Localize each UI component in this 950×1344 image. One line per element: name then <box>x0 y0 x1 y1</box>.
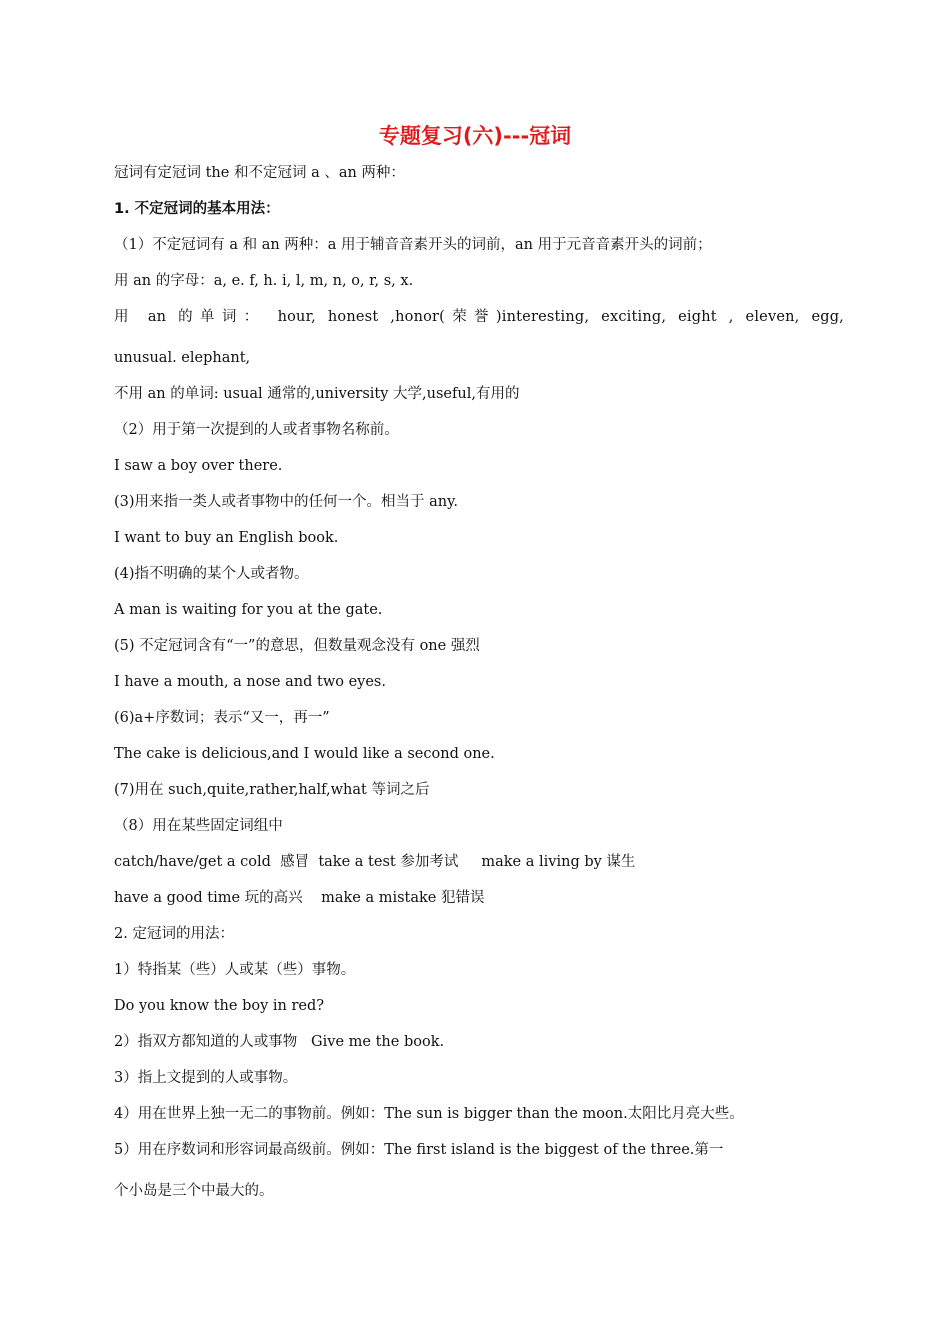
example-sentence: The cake is delicious,and I would like a second one. <box>114 746 495 762</box>
phrase-line: catch/have/get a cold 感冒 take a test 参加考试 make a living by 谋生 <box>114 854 636 870</box>
example-sentence: I have a mouth, a nose and two eyes. <box>114 674 386 690</box>
text-line: (4)指不明确的某个人或者物。 <box>114 566 309 582</box>
text-line: 5）用在序数词和形容词最高级前。例如：The first island is the biggest of the three.第一 <box>114 1142 724 1158</box>
text-line: 1）特指某（些）人或某（些）事物。 <box>114 962 356 978</box>
text-line: unusual. elephant, <box>114 350 251 366</box>
example-sentence: A man is waiting for you at the gate. <box>114 602 383 618</box>
text-line: 个小岛是三个中最大的。 <box>114 1183 274 1199</box>
text-line: (6)a+序数词；表示“又一，再一” <box>114 710 330 726</box>
text-line: 3）指上文提到的人或事物。 <box>114 1070 298 1086</box>
text-line: （1）不定冠词有 a 和 an 两种：a 用于辅音音素开头的词前，an 用于元音音素开头的词前； <box>114 237 712 253</box>
text-line: 不用 an 的单词: usual 通常的,university 大学,useful,有用的 <box>114 386 520 402</box>
text-line: 4）用在世界上独一无二的事物前。例如：The sun is bigger than the moon.太阳比月亮大些。 <box>114 1106 744 1122</box>
text-line: （8）用在某些固定词组中 <box>114 818 283 834</box>
text-line: 2）指双方都知道的人或事物 Give me the book. <box>114 1034 445 1050</box>
phrase-line: have a good time 玩的高兴 make a mistake 犯错误 <box>114 890 485 906</box>
section-heading: 2. 定冠词的用法： <box>114 926 234 942</box>
example-sentence: I want to buy an English book. <box>114 530 339 546</box>
text-line: （2）用于第一次提到的人或者事物名称前。 <box>114 422 399 438</box>
text-line: 冠词有定冠词 the 和不定冠词 a 、an 两种： <box>114 165 405 181</box>
example-sentence: I saw a boy over there. <box>114 458 283 474</box>
text-line: (5) 不定冠词含有“一”的意思，但数量观念没有 one 强烈 <box>114 638 480 654</box>
page-title: 专题复习(六)---冠词 <box>378 124 572 148</box>
text-line: 用 an 的字母：a, e. f, h. i, l, m, n, o, r, s, x. <box>114 273 414 289</box>
section-heading: 1. 不定冠词的基本用法： <box>114 201 280 217</box>
text-line: (3)用来指一类人或者事物中的任何一个。相当于 any. <box>114 494 459 510</box>
text-line: (7)用在 such,quite,rather,half,what 等词之后 <box>114 782 430 798</box>
example-sentence: Do you know the boy in red? <box>114 998 325 1014</box>
text-line: 用 an 的单词： hour, honest ,honor(荣誉)interesting, exciting, eight , eleven, egg, <box>114 309 844 325</box>
